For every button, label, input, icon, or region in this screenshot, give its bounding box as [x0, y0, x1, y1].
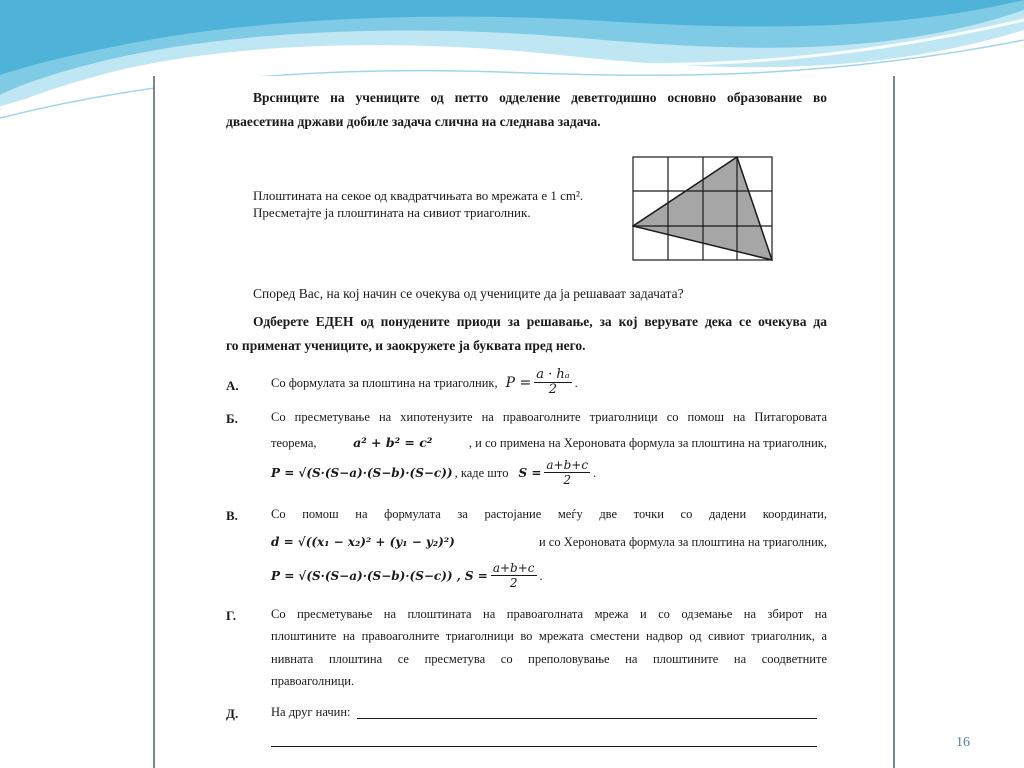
option-b-pythagoras-formula: a² + b² = c² [353, 435, 433, 450]
option-b-line-3: P = √(S·(S−a)·(S−b)·(S−c)) , каде што S = $\frac{a+b+c}{2}$ . [271, 458, 597, 487]
option-b-s-lhs: S = [518, 465, 542, 480]
option-c-label[interactable]: В. [226, 508, 238, 523]
option-b-s-denominator: 2 [563, 473, 572, 487]
option-c-heron-formula: P = √(S·(S−a)·(S−b)·(S−c)) [271, 568, 453, 583]
slide-page-number: 16 [956, 735, 970, 750]
grid-triangle-figure [632, 156, 774, 262]
problem-line-1: Плоштината на секое од квадратчињата во мрежата е 1 cm². [253, 188, 584, 203]
option-b-s-numerator: a+b+c [546, 458, 589, 472]
option-a-text: Со формулата за плоштина на триаголник, [271, 375, 498, 390]
option-a-fraction [534, 368, 571, 397]
option-b-line-1: Со пресметување на хипотенузите на правоаголните триаголници со помош на Питагоровата [271, 410, 827, 424]
answer-line-2[interactable] [271, 746, 817, 747]
option-a-numerator: a · hₐ [536, 367, 570, 382]
instruction-line-1: Одберете ЕДЕН од понудените приоди за решавање, за кој верувате дека се очекува да [253, 314, 827, 329]
option-c-s-lhs: , S = [456, 568, 488, 583]
option-b-line-2 [271, 432, 827, 454]
answer-line-1[interactable] [357, 718, 817, 719]
option-c-line-1: Со помош на формулата за растојание меѓу две точки со дадени координати, [271, 507, 827, 521]
option-d-line-1: Со пресметување на плоштината на правоаголната мрежа и со одземање на збирот на [271, 607, 827, 621]
option-c-heron-intro: и со Хероновата формула за плоштина на триаголник, [538, 535, 827, 549]
option-d-line-3: нивната плоштина се пресметува со преполовување на плоштините на соодветните [271, 652, 827, 666]
option-a: Со формулата за плоштина на триаголник, P = $\frac{\text{a · hₐ}}{2}$ . [271, 367, 578, 397]
option-a-denominator: 2 [548, 382, 558, 397]
option-b-where: , каде што [454, 465, 509, 480]
option-c-s-denominator: 2 [509, 576, 518, 590]
intro-line-2: дваесетина држави добиле задача слична на следнава задача. [226, 114, 601, 129]
option-b-s-fraction [544, 458, 590, 487]
instruction-line-2: го применат учениците, и заокружете ја буквата пред него. [226, 338, 586, 353]
option-c-line-2 [271, 531, 827, 553]
option-b-theorem-word: теорема, [271, 436, 317, 450]
option-d-label[interactable]: Г. [226, 608, 237, 623]
intro-line-1: Врсниците на учениците од петто одделение деветгодишно основно образование во [253, 90, 827, 105]
option-c-line-3: P = √(S·(S−a)·(S−b)·(S−c)) , S = $\frac{a+b+c}{2}$ . [271, 561, 543, 590]
scanned-document-page [153, 76, 895, 768]
option-b-heron-formula: P = √(S·(S−a)·(S−b)·(S−c)) [271, 465, 453, 480]
problem-line-2: Пресметајте ја плоштината на сивиот триаголник. [253, 205, 531, 220]
option-e-label[interactable]: Д. [226, 706, 239, 721]
option-c-distance-formula: d = √((x₁ − x₂)² + (y₁ − y₂)²) [271, 535, 455, 549]
option-b-heron-intro: , и со примена на Хероновата формула за плоштина на триаголник, [468, 436, 827, 450]
option-d-line-2: плоштините на правоаголните триаголници во мрежата сместени надвор од сивиот триаголник, а [271, 629, 827, 643]
option-b-label[interactable]: Б. [226, 411, 238, 426]
option-a-formula-lhs: P = [505, 374, 532, 391]
option-c-s-numerator: a+b+c [492, 561, 535, 575]
option-c-s-fraction [491, 561, 537, 590]
option-e-text: На друг начин: [271, 705, 351, 719]
option-a-label[interactable]: А. [226, 378, 239, 393]
option-d-line-4: правоаголници. [271, 674, 355, 688]
question-text: Според Вас, на кој начин се очекува од учениците да ја решаваат задачата? [253, 286, 684, 301]
